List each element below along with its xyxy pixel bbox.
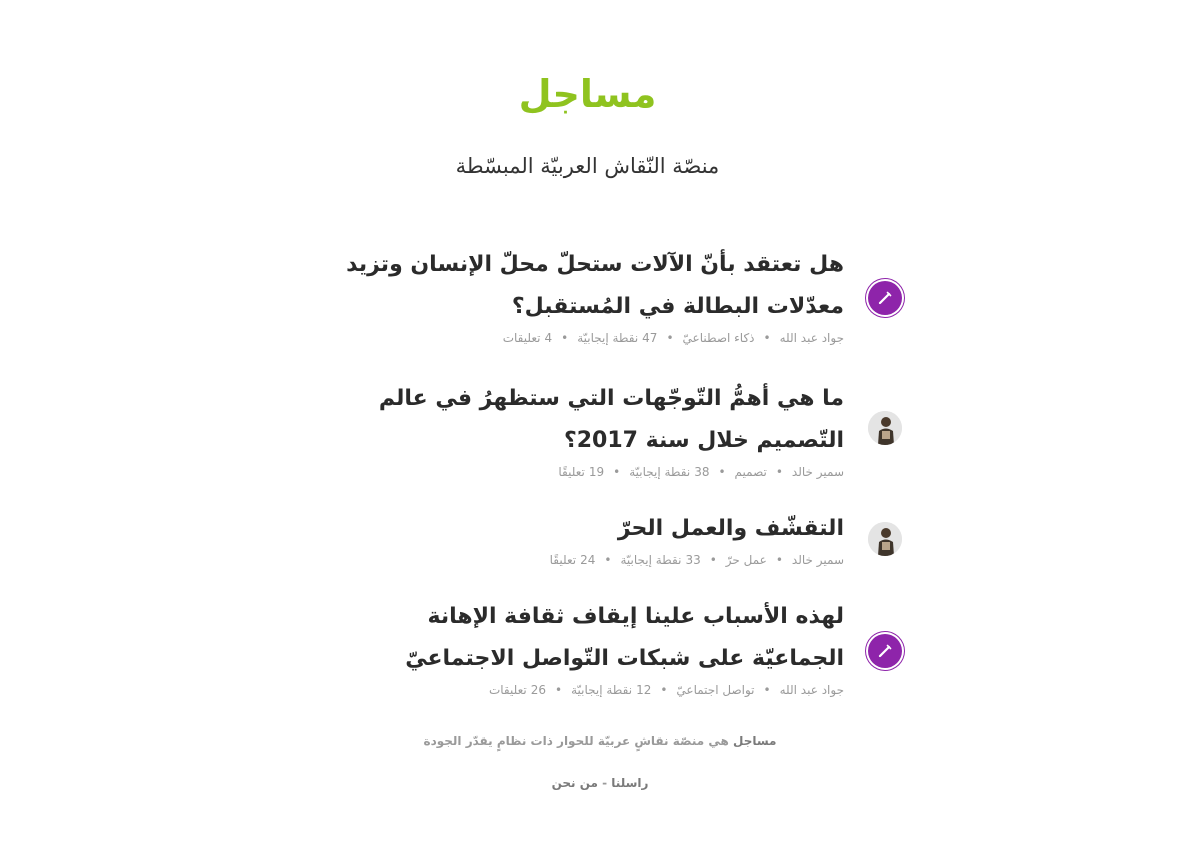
post-category[interactable]: ذكاء اصطناعيّ <box>682 331 755 345</box>
footer-link-separator: - <box>602 776 608 790</box>
post-points: 47 <box>642 331 658 345</box>
meta-separator: • <box>604 553 612 567</box>
post-meta <box>344 465 844 479</box>
meta-separator: • <box>666 331 674 345</box>
post-points-label: نقطة إيجابيّة <box>577 331 639 345</box>
site-title[interactable]: مساجل <box>518 72 657 116</box>
meta-separator: • <box>775 465 783 479</box>
meta-separator: • <box>613 465 621 479</box>
post-meta <box>344 331 844 345</box>
footer-description <box>0 734 1200 748</box>
footer-brand: مساجل <box>732 734 777 748</box>
meta-separator: • <box>775 553 783 567</box>
post-comments[interactable]: 4 <box>544 331 553 345</box>
post-item <box>344 508 844 567</box>
meta-separator: • <box>763 331 771 345</box>
post-category[interactable]: تواصل اجتماعيّ <box>676 683 755 697</box>
post-category[interactable]: تصميم <box>734 465 767 479</box>
post-comments-label[interactable]: تعليقًا <box>549 553 577 567</box>
post-points-label: نقطة إيجابيّة <box>571 683 633 697</box>
post-item <box>344 596 844 697</box>
post-meta <box>344 553 844 567</box>
user-photo-icon <box>868 411 902 445</box>
meta-separator: • <box>709 553 717 567</box>
footer-links <box>0 776 1200 790</box>
post-comments-label[interactable]: تعليقًا <box>558 465 585 479</box>
footer-description-text: هي منصّة نقاشٍ عربيّة للحوار ذات نظامٍ يقدّر الجودة <box>423 734 729 748</box>
post-comments-label[interactable]: تعليقات <box>488 683 527 697</box>
post-author[interactable]: جواد عبد الله <box>779 331 844 345</box>
post-author[interactable]: سمير خالد <box>791 553 844 567</box>
meta-separator: • <box>555 683 563 697</box>
post-comments-label[interactable]: تعليقات <box>502 331 541 345</box>
contact-link[interactable]: راسلنا <box>611 776 649 790</box>
meta-separator: • <box>660 683 668 697</box>
pencil-icon <box>876 289 894 307</box>
post-points-label: نقطة إيجابيّة <box>629 465 691 479</box>
post-title[interactable]: التقشّف والعمل الحرّ <box>617 516 844 541</box>
post-item <box>344 244 844 345</box>
post-points: 12 <box>636 683 652 697</box>
author-avatar[interactable] <box>868 281 902 315</box>
pencil-icon <box>876 642 894 660</box>
meta-separator: • <box>763 683 771 697</box>
author-avatar[interactable] <box>868 522 902 556</box>
post-meta <box>344 683 844 697</box>
post-category[interactable]: عمل حرّ <box>725 553 767 567</box>
post-item <box>344 378 844 479</box>
post-author[interactable]: سمير خالد <box>791 465 844 479</box>
author-avatar[interactable] <box>868 411 902 445</box>
post-title[interactable]: هل تعتقد بأنّ الآلات ستحلّ محلّ الإنسان وتزيد معدّلات البطالة في المُستقبل؟ <box>346 252 844 319</box>
site-tagline: منصّة النّقاش العربيّة المبسّطة <box>455 154 720 178</box>
post-title[interactable]: ما هي أهمُّ التّوجّهات التي ستظهرُ في عالم التّصميم خلال سنة 2017؟ <box>378 386 844 453</box>
author-avatar[interactable] <box>868 634 902 668</box>
user-photo-icon <box>868 522 902 556</box>
meta-separator: • <box>718 465 726 479</box>
about-link[interactable]: من نحن <box>551 776 598 790</box>
post-title[interactable]: لهذه الأسباب علينا إيقاف ثقافة الإهانة الجماعيّة على شبكات التّواصل الاجتماعيّ <box>405 604 844 671</box>
post-comments[interactable]: 26 <box>530 683 546 697</box>
post-comments[interactable]: 24 <box>580 553 596 567</box>
meta-separator: • <box>561 331 569 345</box>
post-points: 33 <box>685 553 701 567</box>
post-points-label: نقطة إيجابيّة <box>620 553 682 567</box>
post-author[interactable]: جواد عبد الله <box>779 683 844 697</box>
post-points: 38 <box>694 465 710 479</box>
post-comments[interactable]: 19 <box>588 465 605 479</box>
